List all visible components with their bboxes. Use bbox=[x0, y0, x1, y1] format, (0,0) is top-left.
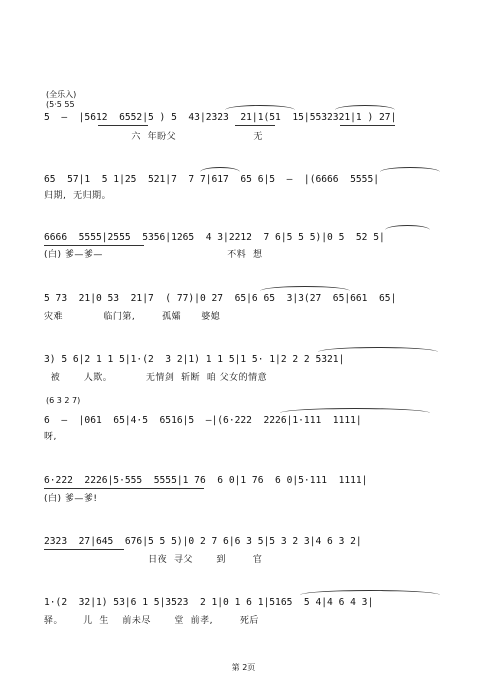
slur bbox=[260, 286, 350, 291]
notation-row-1: 5 – |5612 6552|5 ) 5 43|2323 21|1(51 15|5532321|1 ) 27| bbox=[44, 112, 397, 123]
beam-line bbox=[44, 245, 144, 246]
lyrics-row-9: 驿。 儿 生 前未尽 堂 前孝, 死后 bbox=[44, 616, 259, 626]
intro-figure: (5·5 55 bbox=[46, 100, 75, 109]
slur bbox=[380, 167, 440, 172]
lyrics-row-1: 六 年盼父 无 bbox=[44, 132, 263, 142]
notation-row-8: 2323 27|645 676|5 5 5)|0 2 7 6|6 3 5|5 3 2 3|4 6 3 2| bbox=[44, 536, 362, 547]
slur bbox=[318, 347, 438, 352]
beam-line bbox=[44, 549, 124, 550]
notation-row-7: 6·222 2226|5·555 5555|1 76 6 0|1 76 6 0|5·111 1111| bbox=[44, 475, 368, 486]
slur bbox=[200, 167, 240, 172]
notation-row-2: 65 57|1 5 1|25 521|7 7 7|617 65 6|5 – |(6666 5555| bbox=[44, 174, 380, 185]
notation-row-5: 3) 5 6|2 1 1 5|1·(2 3 2|1) 1 1 5|1 5· 1|2 2 2 5321| bbox=[44, 354, 345, 365]
page-number: 第 2页 bbox=[231, 663, 256, 672]
lyrics-row-3: (白) 爹—爹— 不料 想 bbox=[44, 250, 263, 260]
slur bbox=[385, 225, 430, 230]
lyrics-row-5: 被 人欺。 无情剑 斩断 咱 父女的情意 bbox=[44, 373, 268, 383]
beam-line bbox=[98, 125, 148, 126]
lyrics-row-4: 灾难 临门第, 孤孀 婆媳 bbox=[44, 312, 221, 322]
slur bbox=[335, 105, 395, 110]
grace-prefix: (6 3 2 7) bbox=[46, 396, 81, 405]
notation-row-6: 6 – |061 65|4·5 6516|5 –|(6·222 2226|1·111 1111| bbox=[44, 415, 362, 426]
slur bbox=[225, 105, 295, 110]
instrument-note: (全乐入) bbox=[46, 90, 77, 99]
notation-row-9: 1·(2 32|1) 53|6 1 5|3523 2 1|0 1 6 1|5165 5 4|4 6 4 3| bbox=[44, 597, 374, 608]
notation-row-4: 5 73 21|0 53 21|7 ( 77)|0 27 65|6 65 3|3(27 65|661 65| bbox=[44, 293, 397, 304]
slur bbox=[280, 408, 430, 413]
slur bbox=[300, 590, 440, 595]
lyrics-row-8: 日夜 寻父 到 官 bbox=[44, 555, 263, 565]
beam-line bbox=[340, 125, 395, 126]
lyrics-row-7: (白) 爹—爹! bbox=[44, 494, 98, 504]
notation-row-3: 6666 5555|2555 5356|1265 4 3|2212 7 6|5 5 5)|0 5 52 5| bbox=[44, 232, 385, 243]
beam-line bbox=[44, 488, 204, 489]
lyrics-row-2: 归期, 无归期。 bbox=[44, 191, 112, 201]
lyrics-row-6: 呀, bbox=[44, 432, 57, 442]
beam-line bbox=[235, 125, 275, 126]
